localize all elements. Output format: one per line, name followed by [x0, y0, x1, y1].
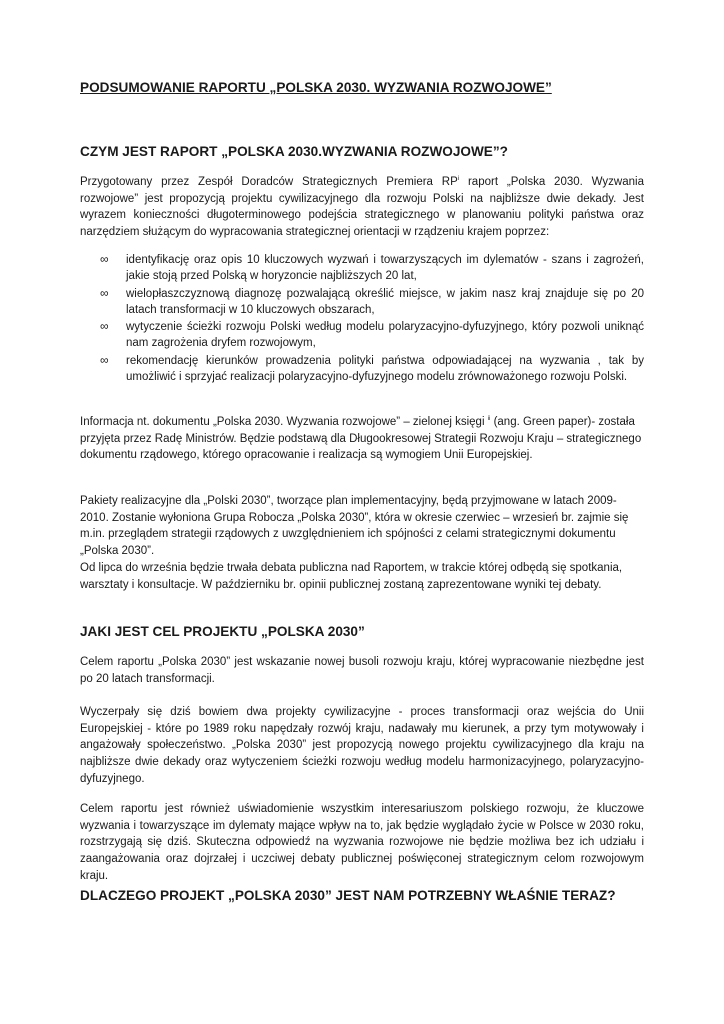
section-heading-goal: JAKI JEST CEL PROJEKTU „POLSKA 2030” — [80, 624, 365, 639]
objectives-list — [80, 251, 644, 385]
section-heading-what-is: CZYM JEST RAPORT „POLSKA 2030.WYZWANIA ROZWOJOWE”? — [80, 144, 508, 159]
infinity-bullet-icon: ∞ — [100, 352, 109, 367]
goal-paragraph-3: Celem raportu jest również uświadomienie wszystkim interesariuszom polskiego rozwoju, że kluczowe wyzwania i towarzyszące im dylematy mające wpływ na to, jak będzie wyglądało życie w Polsce w 2030 roku, rozstrzygają się dziś. Skuteczna odpowiedź na wyzwania rozwojowe nie będzie możliwa bez ich udziału i zaangażowania oraz dojrzałej i uczciwej debaty publicznej poświęconej strategicznym celom rozwojowym kraju. — [80, 803, 644, 882]
document-title: PODSUMOWANIE RAPORTU „POLSKA 2030. WYZWANIA ROZWOJOWE” — [80, 80, 552, 95]
footnote-ref-ii[interactable]: ii — [487, 416, 491, 422]
list-item — [80, 285, 644, 319]
goal-paragraph-2: Wyczerpały się dziś bowiem dwa projekty cywilizacyjne - proces transformacji oraz wejścia do Unii Europejskiej - które po 1989 roku napędzały rozwój kraju, nadawały mu kierunek, a przy tym motywowały i angażowały społeczeństwo. „Polska 2030” jest propozycją nowego projektu cywilizacyjnego dla kraju na najbliższe dwie dekady oraz wytyczeniem ścieżki rozwoju według modelu harmonizacyjnego, polaryzacyjno-dyfuzyjnego. — [80, 706, 644, 785]
intro-text-part2: raport „Polska 2030. Wyzwania rozwojowe” jest propozycją projektu cywilizacyjnego dla rozwoju Polski na najbliższe dwie dekady. Jest wyrazem konieczności długoterminowego podejścia strategicznego w planowaniu polityki państwa oraz narzędziem służącym do wypracowania strategicznej orientacji w rządzeniu krajem poprzez: — [80, 176, 644, 239]
list-item — [80, 352, 644, 386]
info-text-part2: (ang. Green paper)- została przyjęta przez Radę Ministrów. Będzie podstawą dla Długookresowej Strategii Rozwoju Kraju – strategicznego dokumentu rządowego, którego opracowanie i realizacja są wymogiem Unii Europejskiej. — [80, 416, 642, 462]
list-item — [80, 251, 644, 285]
section-heading-why-now: DLACZEGO PROJEKT „POLSKA 2030” JEST NAM POTRZEBNY WŁAŚNIE TERAZ? — [80, 888, 616, 903]
implementation-paragraph — [80, 493, 644, 593]
list-item-text: wielopłaszczyznową diagnozę pozwalającą określić miejsce, w jakim nasz kraj znajduje się po 20 latach transformacji w 10 kluczowych obszarach, — [126, 287, 644, 316]
infinity-bullet-icon: ∞ — [100, 252, 109, 266]
intro-paragraph — [80, 174, 644, 241]
list-item-text: rekomendację kierunków prowadzenia polityki państwa odpowiadającej na wyzwania , tak by umożliwić i sprzyjać realizacji polaryzacyjno-dyfuzyjnego modelu zrównoważonego rozwoju Polski. — [126, 354, 644, 384]
list-item-text: identyfikację oraz opis 10 kluczowych wyzwań i towarzyszących im dylematów - szans i zagrożeń, jakie stoją przed Polską w horyzoncie najbliższych 20 lat, — [126, 254, 644, 283]
list-item-text: wytyczenie ścieżki rozwoju Polski według modelu polaryzacyjno-dyfuzyjnego, który pozwoli uniknąć nam zagrożenia dryfem rozwojowym, — [126, 321, 644, 350]
intro-text-part1: Przygotowany przez Zespół Doradców Strategicznych Premiera RP — [80, 176, 458, 188]
goal-paragraph-1: Celem raportu „Polska 2030” jest wskazanie nowej busoli rozwoju kraju, której wypracowanie niezbędne jest po 20 latach transformacji. — [80, 656, 644, 685]
info-text-part1: Informacja nt. dokumentu „Polska 2030. Wyzwania rozwojowe” – zielonej księgi — [80, 416, 488, 428]
footnote-ref-i[interactable]: i — [457, 176, 460, 182]
document-info-paragraph — [80, 414, 644, 464]
debate-text: Od lipca do września będzie trwała debata publiczna nad Raportem, w trakcie której odbędą się spotkania, warsztaty i konsultacje. W październiku br. opinii publicznej zostaną zaprezentowane wyniki tej debaty. — [80, 561, 623, 591]
infinity-bullet-icon: ∞ — [100, 319, 109, 334]
list-item — [80, 318, 644, 352]
packages-text: Pakiety realizacyjne dla „Polski 2030”, tworzące plan implementacyjny, będą przyjmowane w latach 2009-2010. Zostanie wyłoniona Grupa Robocza „Polska 2030”, która w okresie czerwiec – wrzesień br. zajmie się m.in. przeglądem strategii rządowych z uwzględnieniem ich spójności z celami strategicznymi dokumentu „Polska 2030”. — [80, 495, 629, 558]
infinity-bullet-icon: ∞ — [100, 285, 109, 300]
